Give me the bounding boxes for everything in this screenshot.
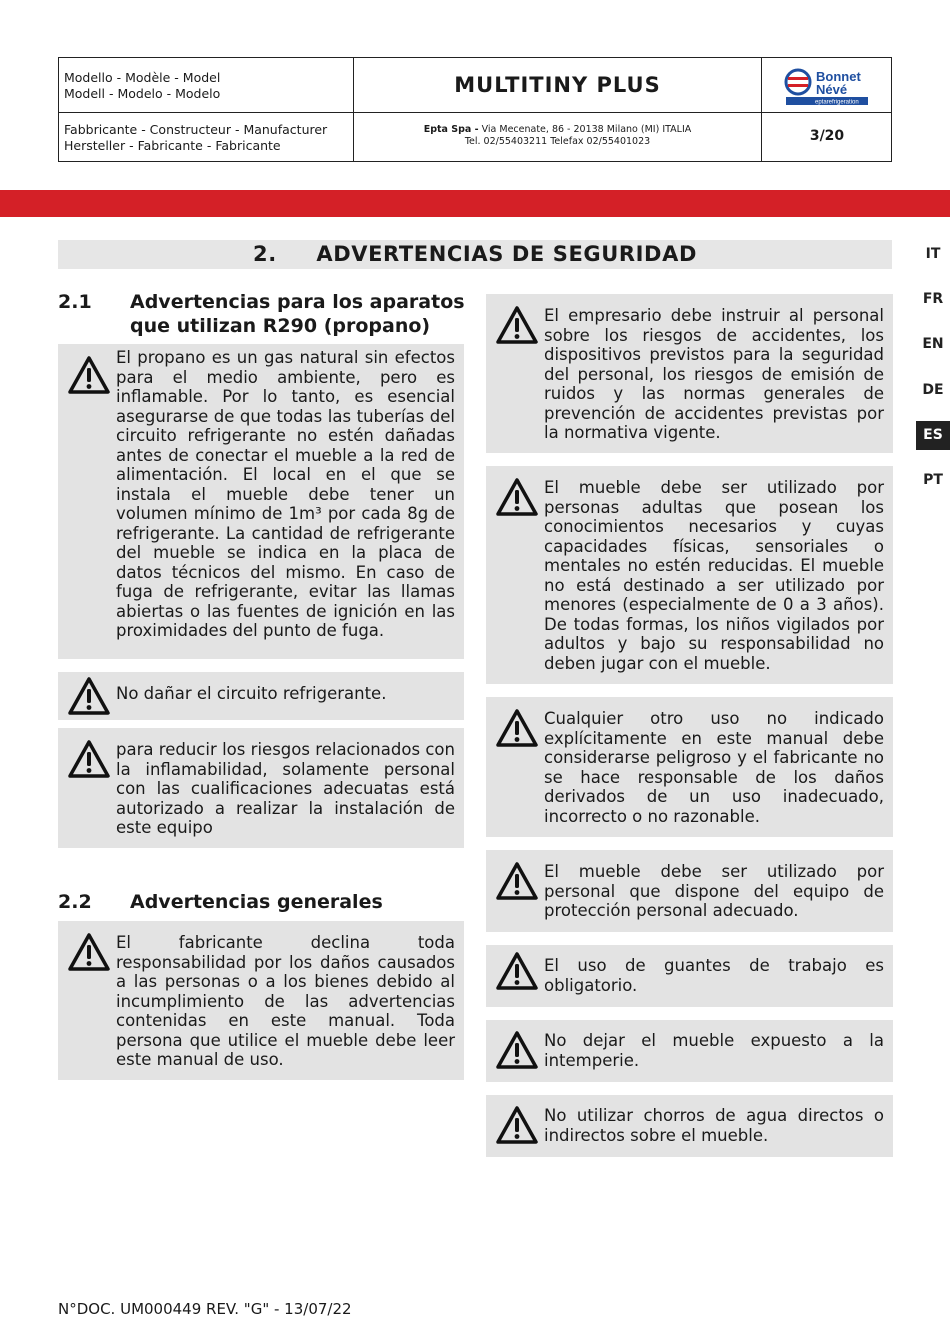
warning-text: El fabricante declina toda responsabilidad por los daños causados a las personas o a los bienes debido al incumplimiento de las advertencias contenidas en este manual. Toda persona que utilice el mueble debe leer este manual de uso.: [116, 933, 455, 1069]
warning-box: [486, 945, 893, 1007]
document-header-table: [58, 57, 892, 162]
warning-text: El empresario debe instruir al personal sobre los riesgos de accidentes, los dispositivos previstos para la seguridad del personal, los riesgos de emisión de ruidos y las normas generales de prevención de accidentes previstas por la normativa vigente.: [544, 306, 884, 442]
lang-tab-it[interactable]: IT: [925, 246, 941, 262]
warning-triangle-icon: [495, 708, 539, 748]
warning-box: [58, 728, 464, 848]
warning-text: El uso de guantes de trabajo es obligatorio.: [544, 956, 884, 995]
warning-text: No dañar el circuito refrigerante.: [116, 684, 387, 703]
warning-text: El mueble debe ser utilizado por personas adultas que posean los conocimientos necesarios y cuyas capacidades físicas, sensoriales o mentales no estén reducidas. El mueble no está destinado a ser utilizado por menores (especialmente de 0 a 3 años). De todas formas, los niños vigilados por adultos y bajo su responsabilidad no deben jugar con el mueble.: [544, 478, 884, 673]
product-title: MULTITINY PLUS: [454, 73, 661, 97]
svg-text:eptarefrigeration: eptarefrigeration: [815, 99, 859, 106]
warning-box: [486, 697, 893, 837]
lang-tab-es[interactable]: ES: [916, 421, 950, 450]
page-number: 3/20: [809, 128, 845, 144]
warning-triangle-icon: [495, 1105, 539, 1145]
warning-triangle-icon: [495, 305, 539, 345]
lang-tab-de[interactable]: DE: [922, 382, 944, 398]
warning-box: [58, 921, 464, 1080]
lang-tab-fr[interactable]: FR: [922, 291, 944, 307]
warning-text: No dejar el mueble expuesto a la intemperie.: [544, 1031, 884, 1070]
warning-triangle-icon: [495, 477, 539, 517]
subsection-2-2-heading: 2.2 Advertencias generales: [58, 891, 383, 913]
document-number-footer: N°DOC. UM000449 REV. "G" - 13/07/22: [58, 1300, 352, 1318]
warning-triangle-icon: [67, 676, 111, 716]
model-label: Modello - Modèle - Model Modell - Modelo - Modelo: [64, 70, 221, 101]
bonnet-neve-logo: [784, 66, 874, 106]
warning-triangle-icon: [495, 951, 539, 991]
warning-box: [58, 672, 464, 720]
section-heading: 2. ADVERTENCIAS DE SEGURIDAD: [58, 240, 892, 269]
warning-text: El mueble debe ser utilizado por personal que dispone del equipo de protección personal adecuado.: [544, 862, 884, 920]
warning-box: [58, 344, 464, 659]
warning-box: [486, 1020, 893, 1082]
warning-box: [486, 850, 893, 932]
lang-tab-pt[interactable]: PT: [923, 472, 943, 488]
svg-text:Bonnet: Bonnet: [816, 69, 861, 84]
manufacturer-label: Fabbricante - Constructeur - Manufacturer Hersteller - Fabricante - Fabricante: [64, 122, 328, 153]
warning-text: No utilizar chorros de agua directos o indirectos sobre el mueble.: [544, 1106, 884, 1145]
manufacturer-address: Epta Spa - Via Mecenate, 86 - 20138 Milano (MI) ITALIA Tel. 02/55403211 Telefax 02/55401023: [423, 124, 692, 147]
warning-box: [486, 1095, 893, 1157]
warning-box: [486, 466, 893, 684]
warning-text: para reducir los riesgos relacionados con la inflamabilidad, solamente personal con las cualificaciones adecuatas está autorizado a realizar la instalación de este equipo: [116, 740, 455, 837]
warning-box: [486, 294, 893, 453]
warning-triangle-icon: [495, 1030, 539, 1070]
red-divider-bar: [0, 190, 950, 217]
warning-triangle-icon: [67, 932, 111, 972]
subsection-2-1-heading: 2.1 Advertencias para los aparatos que utilizan R290 (propano): [58, 291, 465, 337]
warning-text: Cualquier otro uso no indicado explícitamente en este manual debe considerarse peligroso y el fabricante no se hace responsable de los daños derivados de un uso inadecuado, incorrecto o no razonable.: [544, 709, 884, 826]
warning-triangle-icon: [67, 739, 111, 779]
warning-triangle-icon: [495, 861, 539, 901]
svg-text:Névé: Névé: [816, 82, 848, 97]
warning-triangle-icon: [67, 355, 111, 395]
warning-text: El propano es un gas natural sin efectos para el medio ambiente, pero es inflamable. Por lo tanto, es esencial asegurarse de que todas las tuberías del circuito refrigerante no estén dañadas antes de conectar el mueble a la red de alimentación. El local en el que se instala el mueble debe tener un volumen mínimo de 1m³ por cada 8g de refrigerante. La cantidad de refrigerante del mueble se indica en la placa de datos técnicos del mismo. En caso de fuga de refrigerante, evitar las llamas abiertas o las fuentes de ignición en las proximidades del punto de fuga.: [116, 348, 455, 640]
lang-tab-en[interactable]: EN: [922, 336, 944, 352]
